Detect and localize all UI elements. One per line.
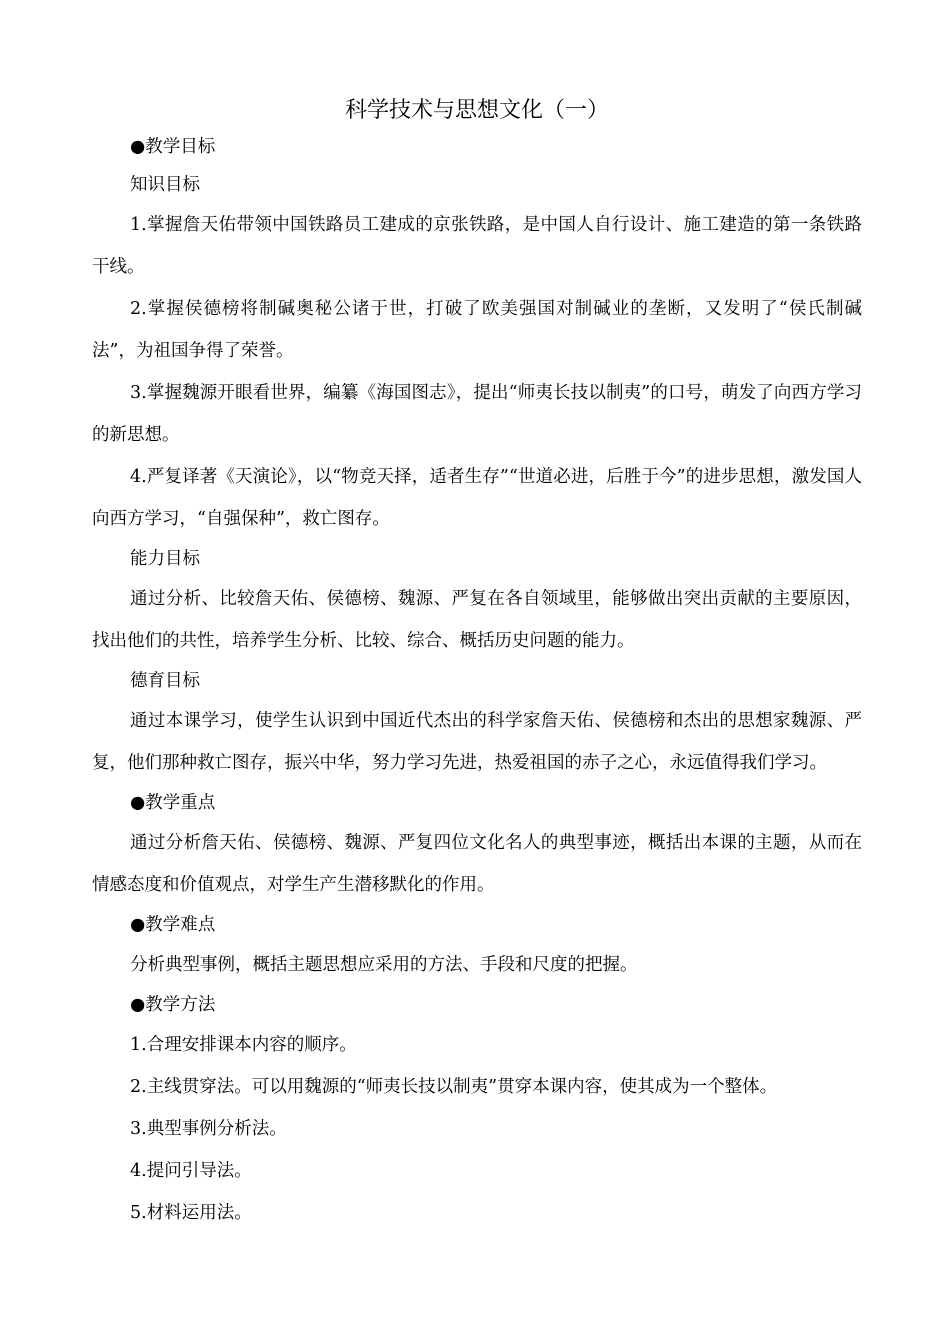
subheading-ability: 能力目标 bbox=[130, 549, 200, 569]
ability-paragraph: 通过分析、比较詹天佑、侯德榜、魏源、严复在各自领域里，能够做出突出贡献的主要原因，找出他们的共性，培养学生分析、比较、综合、概括历史问题的能力。 bbox=[92, 589, 862, 651]
document-title: 科学技术与思想文化（一） bbox=[344, 98, 609, 123]
method-item-4: 4.提问引导法。 bbox=[130, 1161, 252, 1181]
method-item-1: 1.合理安排课本内容的顺序。 bbox=[130, 1035, 357, 1055]
method-item-5: 5.材料运用法。 bbox=[130, 1203, 252, 1223]
section-heading-key-points: ●教学重点 bbox=[130, 793, 216, 813]
knowledge-item-2: 2.掌握侯德榜将制碱奥秘公诸于世，打破了欧美强国对制碱业的垄断，又发明了“侯氏制碱法”，为祖国争得了荣誉。 bbox=[92, 299, 862, 361]
subheading-knowledge: 知识目标 bbox=[130, 175, 200, 195]
section-heading-objectives: ●教学目标 bbox=[130, 137, 216, 157]
key-points-paragraph: 通过分析詹天佑、侯德榜、魏源、严复四位文化名人的典型事迹，概括出本课的主题，从而在情感态度和价值观点，对学生产生潜移默化的作用。 bbox=[92, 833, 862, 895]
subheading-moral: 德育目标 bbox=[130, 671, 200, 691]
method-item-3: 3.典型事例分析法。 bbox=[130, 1119, 287, 1139]
section-heading-methods: ●教学方法 bbox=[130, 995, 216, 1015]
section-heading-difficulties: ●教学难点 bbox=[130, 915, 216, 935]
moral-paragraph: 通过本课学习，使学生认识到中国近代杰出的科学家詹天佑、侯德榜和杰出的思想家魏源、严复，他们那种救亡图存，振兴中华，努力学习先进，热爱祖国的赤子之心，永远值得我们学习。 bbox=[92, 711, 862, 773]
difficulties-paragraph: 分析典型事例，概括主题思想应采用的方法、手段和尺度的把握。 bbox=[130, 955, 638, 975]
knowledge-item-1: 1.掌握詹天佑带领中国铁路员工建成的京张铁路，是中国人自行设计、施工建造的第一条铁路干线。 bbox=[92, 215, 862, 277]
knowledge-item-3: 3.掌握魏源开眼看世界，编纂《海国图志》，提出“师夷长技以制夷”的口号，萌发了向西方学习的新思想。 bbox=[92, 383, 862, 445]
method-item-2: 2.主线贯穿法。可以用魏源的“师夷长技以制夷”贯穿本课内容，使其成为一个整体。 bbox=[130, 1077, 778, 1097]
document-page bbox=[92, 94, 862, 1234]
knowledge-item-4: 4.严复译著《天演论》，以“物竞天择，适者生存”“世道必进，后胜于今”的进步思想，激发国人向西方学习，“自强保种”，救亡图存。 bbox=[92, 467, 862, 529]
